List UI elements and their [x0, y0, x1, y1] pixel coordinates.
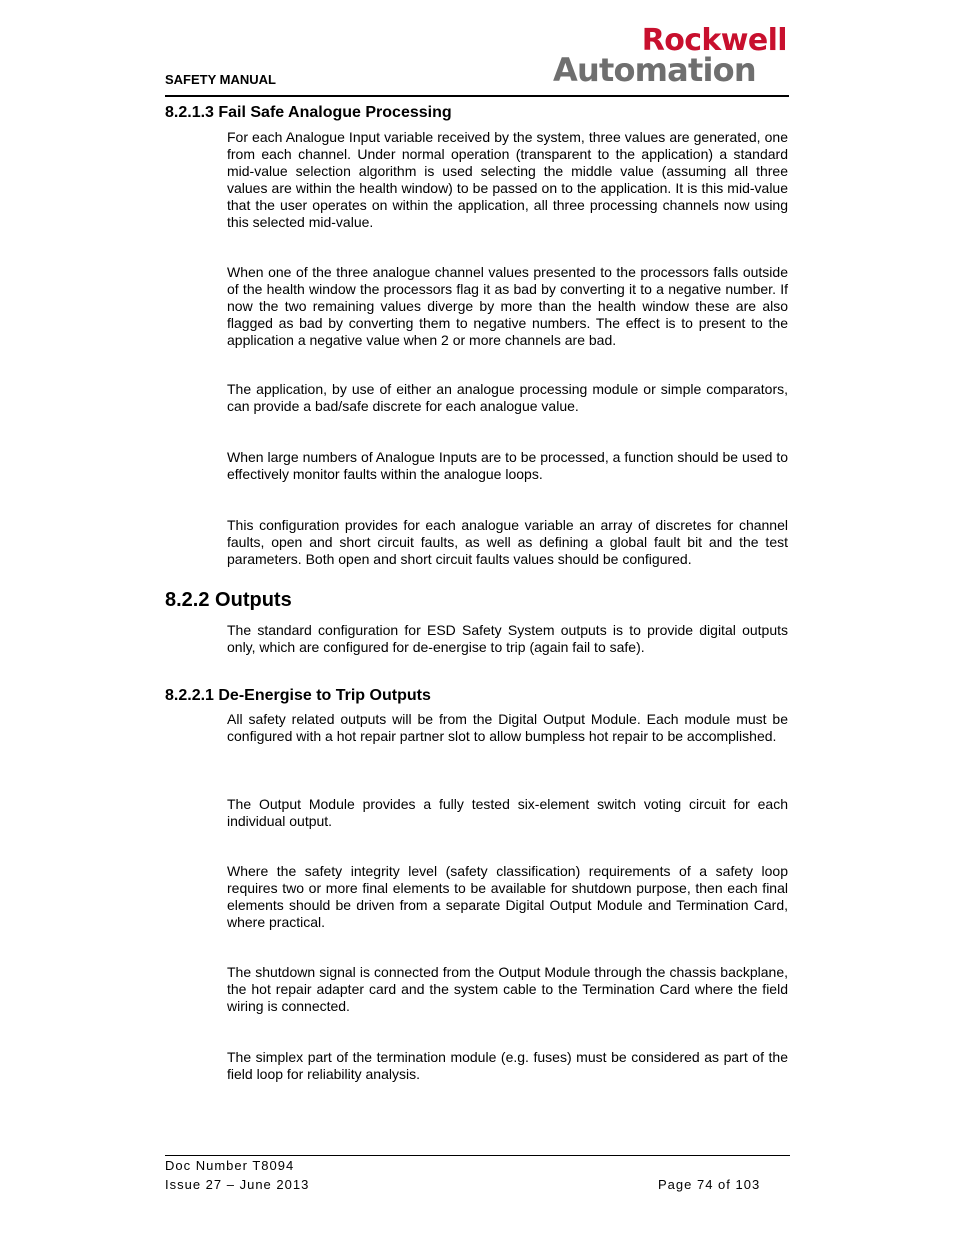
page-number: Page 74 of 103 [658, 1177, 761, 1192]
logo-rockwell-text: Rockwell [641, 23, 787, 58]
paragraph: The standard configuration for ESD Safety System outputs is to provide digital outputs only, which are configured for de-energise to trip (again fail to safe). [227, 622, 788, 655]
section-heading-8-2-2-1: 8.2.2.1 De-Energise to Trip Outputs [165, 687, 431, 704]
paragraph: The shutdown signal is connected from the Output Module through the chassis backplane, the hot repair adapter card and the system cable to the Termination Card where the field wiring is connected. [227, 964, 788, 1014]
section-heading-8-2-1-3: 8.2.1.3 Fail Safe Analogue Processing [165, 104, 452, 121]
paragraph: When large numbers of Analogue Inputs are to be processed, a function should be used to effectively monitor faults within the analogue loops. [227, 449, 788, 482]
header-divider [165, 95, 789, 97]
paragraph: For each Analogue Input variable received by the system, three values are generated, one from each channel. Under normal operation (transparent to the application) a standard mid-value selection algorithm is used selecting the middle value (assuming all three values are within the health window) to be passed on to the application. It is this mid-value that the user operates on within the application, all three processing channels now using this selected mid-value. [227, 129, 788, 230]
paragraph: Where the safety integrity level (safety classification) requirements of a safety loop requires two or more final elements to be available for shutdown purpose, then each final elements should be driven from a separate Digital Output Module and Termination Card, where practical. [227, 863, 788, 930]
paragraph: The application, by use of either an analogue processing module or simple comparators, can provide a bad/safe discrete for each analogue value. [227, 381, 788, 414]
paragraph: This configuration provides for each analogue variable an array of discretes for channel faults, open and short circuit faults, as well as defining a global fault bit and the test parameters. Both open and short circuit faults values should be configured. [227, 517, 788, 567]
paragraph: All safety related outputs will be from the Digital Output Module. Each module must be configured with a hot repair partner slot to allow bumpless hot repair to be accomplished. [227, 711, 788, 744]
header-title: SAFETY MANUAL [165, 72, 276, 87]
paragraph: The simplex part of the termination module (e.g. fuses) must be considered as part of the field loop for reliability analysis. [227, 1049, 788, 1082]
logo-automation-text: Automation [553, 51, 756, 89]
footer-divider [165, 1155, 790, 1156]
paragraph: The Output Module provides a fully tested six-element switch voting circuit for each individual output. [227, 796, 788, 829]
doc-number: Doc Number T8094 [165, 1158, 295, 1173]
issue-date: Issue 27 – June 2013 [165, 1177, 310, 1192]
paragraph: When one of the three analogue channel values presented to the processors falls outside of the health window the processors flag it as bad by converting it to a negative number. If now the two remaining values diverge by more than the health window these are also flagged as bad by converting them to negative numbers. The effect is to present to the application a negative value when 2 or more channels are bad. [227, 264, 788, 348]
section-heading-8-2-2: 8.2.2 Outputs [165, 589, 292, 611]
